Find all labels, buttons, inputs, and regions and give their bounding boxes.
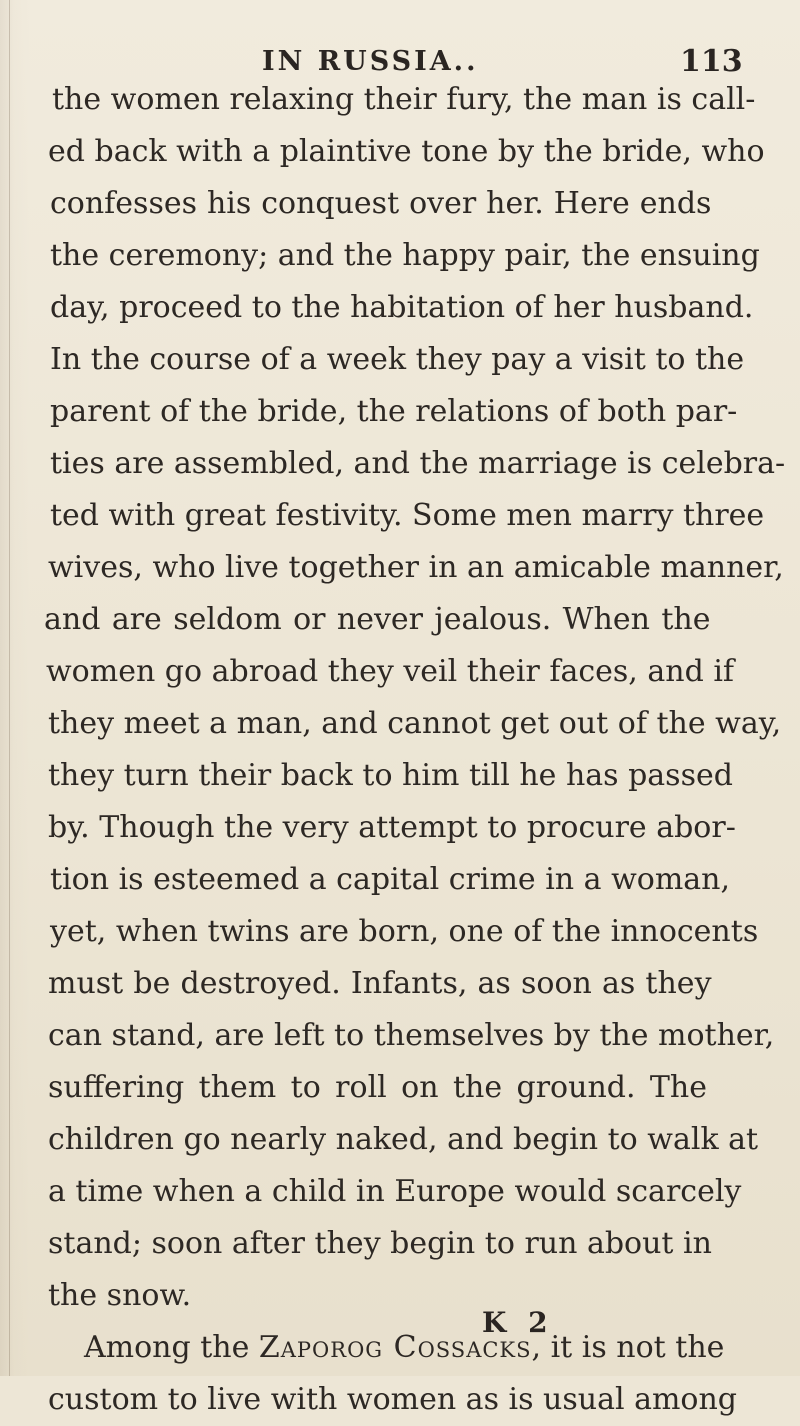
proper-name: Zaporog Cossacks <box>258 1330 532 1365</box>
text-line: can stand, are left to themselves by the mother, <box>48 1018 775 1053</box>
page-number: 113 <box>680 44 743 79</box>
text-line: suffering them to roll on the ground. The <box>48 1070 707 1105</box>
text-line: and are seldom or never jealous. When the <box>44 602 711 637</box>
text-line: ties are assembled, and the marriage is celebra- <box>50 446 786 481</box>
text-line: confesses his conquest over her. Here ends <box>50 186 712 221</box>
text-line: the snow. <box>48 1278 192 1313</box>
text-run: Among the <box>84 1330 250 1365</box>
text-line: tion is esteemed a capital crime in a woman, <box>50 862 731 897</box>
binding-gutter <box>9 0 10 1376</box>
text-line: yet, when twins are born, one of the innocents <box>50 914 759 949</box>
text-line: wives, who live together in an amicable manner, <box>48 550 784 585</box>
text-line: children go nearly naked, and begin to walk at <box>48 1122 759 1157</box>
text-line: women go abroad they veil their faces, and if <box>46 654 735 689</box>
text-line: must be destroyed. Infants, as soon as they <box>48 966 712 1001</box>
text-line: ted with great festivity. Some men marry three <box>50 498 765 533</box>
text-run: , it is not the <box>531 1330 725 1365</box>
text-line: they turn their back to him till he has passed <box>48 758 733 793</box>
text-line: they meet a man, and cannot get out of the way, <box>48 706 782 741</box>
text-line: the women relaxing their fury, the man is call- <box>52 82 756 117</box>
text-line: parent of the bride, the relations of both par- <box>50 394 738 429</box>
text-line: custom to live with women as is usual among <box>48 1382 738 1417</box>
text-line: stand; soon after they begin to run about in <box>48 1226 712 1261</box>
text-line: In the course of a week they pay a visit to the <box>50 342 745 377</box>
text-line: day, proceed to the habitation of her husband. <box>50 290 754 325</box>
text-line: by. Though the very attempt to procure abor- <box>48 810 736 845</box>
text-line: ed back with a plaintive tone by the bride, who <box>48 134 765 169</box>
paragraph-first-line <box>84 1322 725 1374</box>
running-head: IN RUSSIA.. <box>262 46 479 77</box>
text-line: a time when a child in Europe would scarcely <box>48 1174 742 1209</box>
signature-mark: K 2 <box>482 1306 554 1339</box>
text-line: the ceremony; and the happy pair, the ensuing <box>50 238 760 273</box>
